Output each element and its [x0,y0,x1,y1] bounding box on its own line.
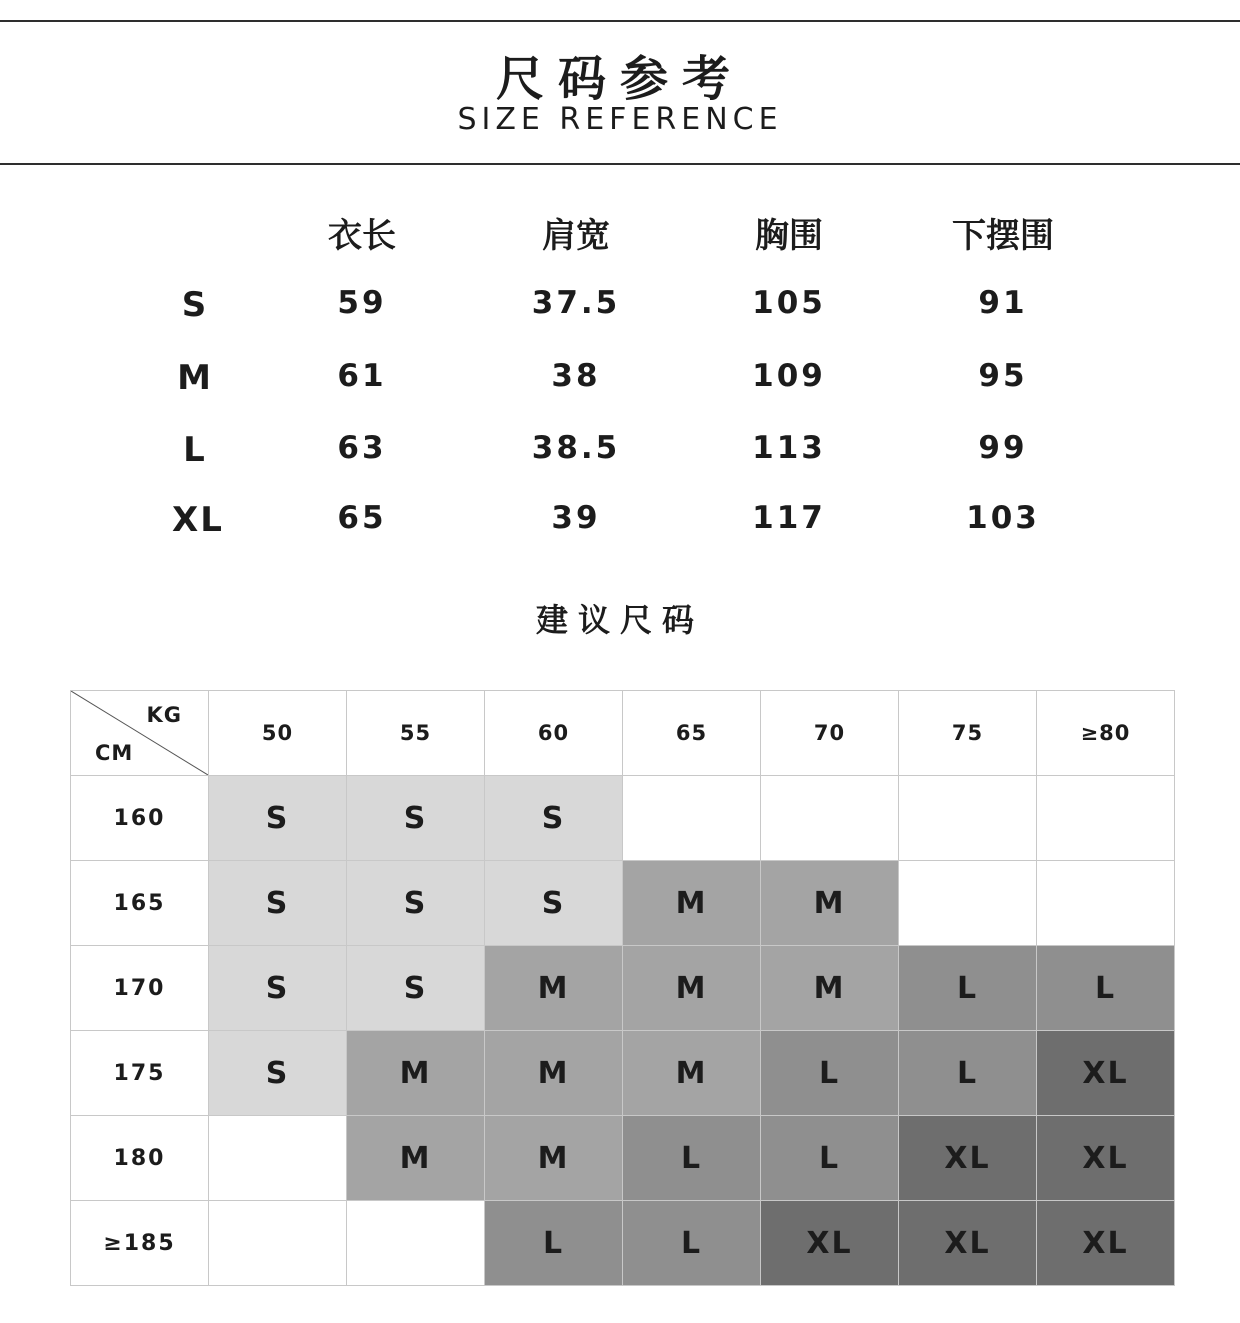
size-row-s [0,275,1240,335]
size-cell: M [485,1031,623,1116]
grid-row [71,861,1175,946]
size-cell: L [899,1031,1037,1116]
grid-row [71,1201,1175,1286]
size-table-header [0,200,1240,260]
weight-header: ≥80 [1037,691,1175,776]
size-label: S [181,285,209,325]
weight-header: 50 [209,691,347,776]
size-cell: L [623,1116,761,1201]
height-label: 180 [71,1116,209,1201]
size-cell: XL [1037,1031,1175,1116]
size-cell [1037,776,1175,861]
size-cell: XL [1037,1116,1175,1201]
size-cell [209,1201,347,1286]
size-cell: M [623,861,761,946]
grid-row [71,946,1175,1031]
size-cell [1037,861,1175,946]
size-cell: L [1037,946,1175,1031]
size-cell: M [347,1031,485,1116]
size-cell: S [209,861,347,946]
size-cell [761,776,899,861]
column-header-length: 衣长 [328,216,396,256]
size-cell: S [347,861,485,946]
size-cell: M [485,946,623,1031]
size-label: XL [172,500,224,540]
shoulder-value: 38 [551,358,601,394]
size-cell: S [347,776,485,861]
size-cell: L [485,1201,623,1286]
size-cell [899,776,1037,861]
size-cell: M [623,946,761,1031]
length-value: 61 [337,358,387,394]
size-cell: XL [899,1201,1037,1286]
hem-value: 91 [978,285,1028,321]
chest-value: 109 [752,358,826,394]
weight-header: 70 [761,691,899,776]
size-cell: L [899,946,1037,1031]
column-header-chest: 胸围 [755,216,823,256]
chest-value: 113 [752,430,826,466]
weight-header: 75 [899,691,1037,776]
grid-row [71,776,1175,861]
chest-value: 105 [752,285,826,321]
grid-row [71,1116,1175,1201]
size-cell: XL [761,1201,899,1286]
grid-header-row [71,691,1175,776]
page-title: 尺码参考 [495,51,744,107]
shoulder-value: 39 [551,500,601,536]
size-cell [209,1116,347,1201]
size-row-m [0,348,1240,408]
size-cell: L [623,1201,761,1286]
grid-row [71,1031,1175,1116]
hem-value: 99 [978,430,1028,466]
size-row-l [0,420,1240,480]
height-label: ≥185 [71,1201,209,1286]
column-header-hem: 下摆围 [952,216,1054,256]
size-cell: XL [1037,1201,1175,1286]
size-cell: M [623,1031,761,1116]
size-cell: S [209,1031,347,1116]
length-value: 59 [337,285,387,321]
size-cell [623,776,761,861]
size-label: M [177,358,213,398]
hem-value: 95 [978,358,1028,394]
size-cell: S [347,946,485,1031]
weight-header: 65 [623,691,761,776]
size-cell: S [485,861,623,946]
size-row-xl [0,490,1240,550]
size-cell: M [347,1116,485,1201]
size-cell [899,861,1037,946]
hem-value: 103 [966,500,1040,536]
length-value: 65 [337,500,387,536]
height-label: 165 [71,861,209,946]
size-cell: XL [899,1116,1037,1201]
size-label: L [183,430,207,470]
size-cell: L [761,1116,899,1201]
size-cell: M [761,946,899,1031]
shoulder-value: 38.5 [531,430,621,466]
size-cell: L [761,1031,899,1116]
weight-header: 60 [485,691,623,776]
size-cell: M [485,1116,623,1201]
recommend-title: 建议尺码 [535,601,704,639]
size-cell: S [485,776,623,861]
grid-corner [71,691,209,776]
chest-value: 117 [752,500,826,536]
shoulder-value: 37.5 [531,285,621,321]
weight-unit-label: KG [146,703,182,727]
top-rule [0,20,1240,22]
length-value: 63 [337,430,387,466]
height-label: 175 [71,1031,209,1116]
size-cell: M [761,861,899,946]
size-cell [347,1201,485,1286]
size-cell: S [209,946,347,1031]
size-cell: S [209,776,347,861]
column-header-shoulder: 肩宽 [542,216,610,256]
height-label: 160 [71,776,209,861]
page-subtitle: SIZE REFERENCE [457,102,783,137]
corner-diagonal [71,691,208,775]
weight-header: 55 [347,691,485,776]
height-label: 170 [71,946,209,1031]
height-unit-label: CM [95,741,134,765]
recommend-grid [70,690,1175,1286]
header-rule [0,163,1240,165]
